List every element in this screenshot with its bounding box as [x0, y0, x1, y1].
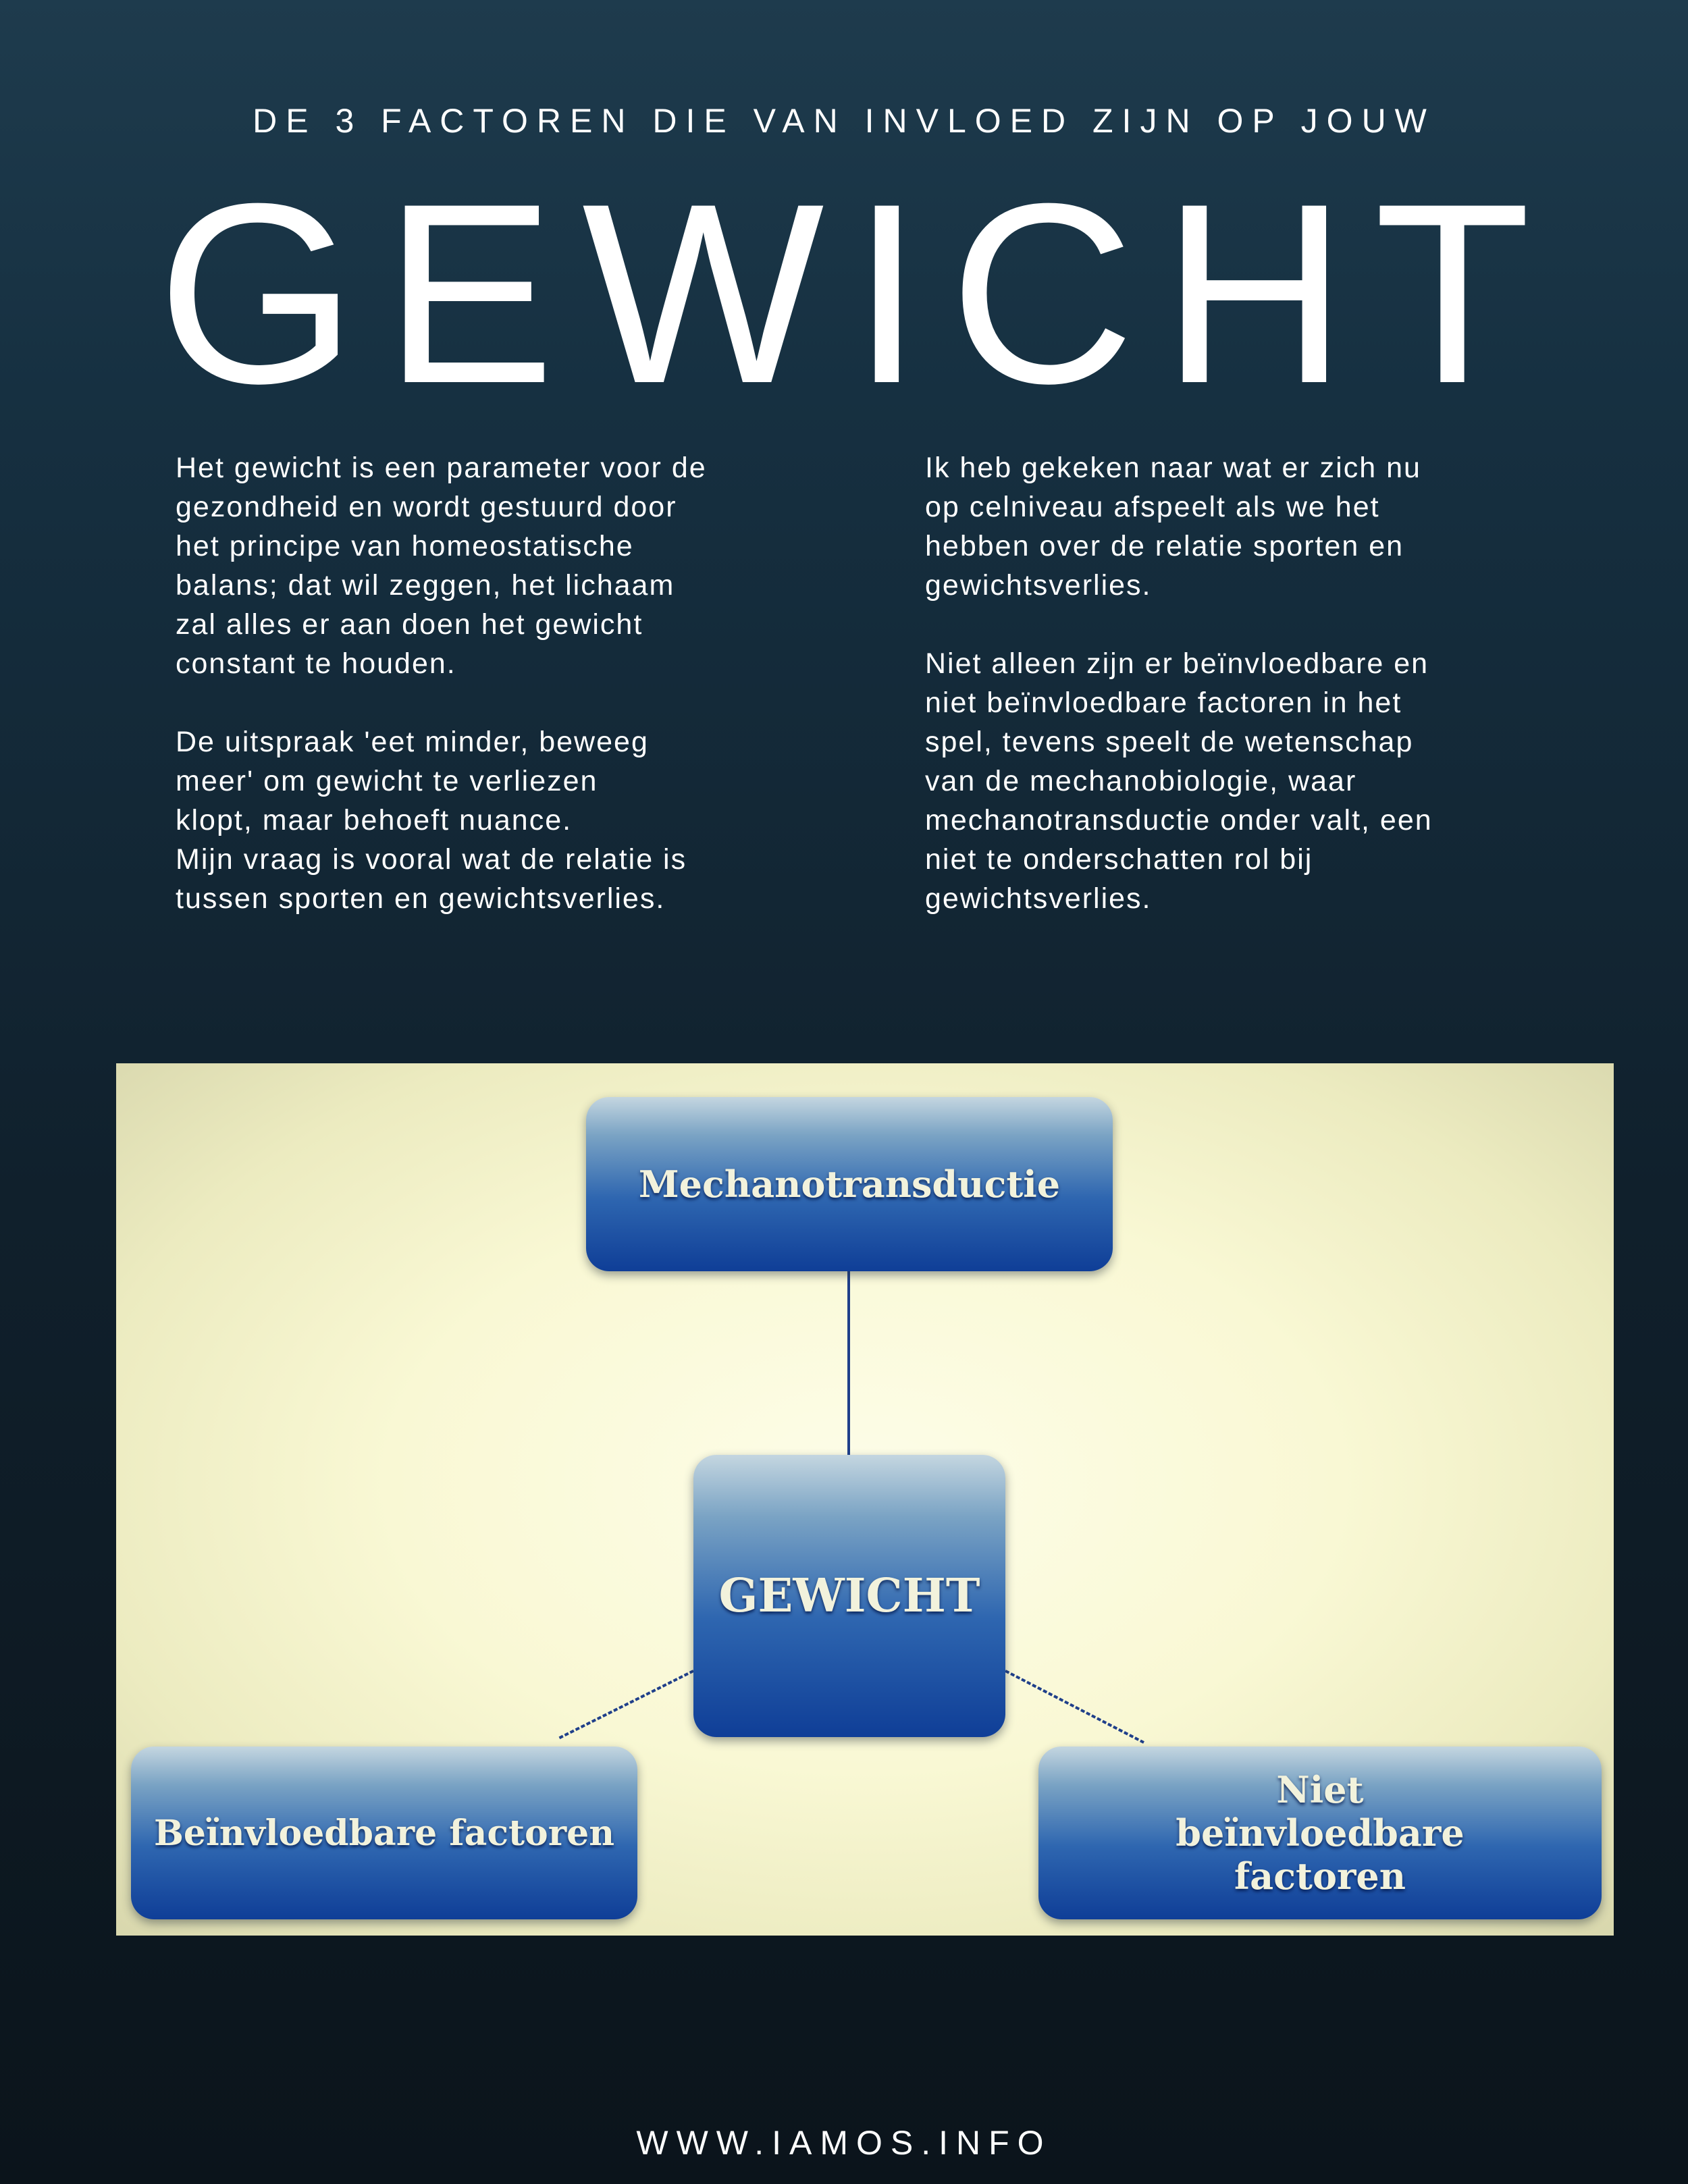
mechanotransductie-label: Mechanotransductie [638, 1163, 1061, 1206]
connector-right [1005, 1671, 1144, 1742]
intro-paragraph: Niet alleen zijn er beïnvloedbare en niet beïnvloedbare factoren in het spel, tevens speelt de wetenschap van de mechanobiologie, waar mechanotransductie onder valt, een niet te onderschatten rol bij gewichtsverlies. [925, 647, 1433, 915]
niet-beinvloedbare-factoren-label: Niet beïnvloedbare factoren [1176, 1768, 1465, 1898]
beinvloedbare-factoren-label: Beïnvloedbare factoren [153, 1812, 615, 1854]
intro-column-left [176, 448, 810, 957]
gewicht-box [693, 1455, 1005, 1737]
intro-paragraph: Ik heb gekeken naar wat er zich nu op celniveau afspeelt als we het hebben over de relatie sporten en gewichtsverlies. [925, 452, 1421, 602]
mechanotransductie-box [586, 1097, 1113, 1271]
connector-left [558, 1671, 693, 1738]
page-title: GEWICHT [157, 150, 1558, 437]
niet-beinvloedbare-factoren-box [1038, 1747, 1602, 1919]
beinvloedbare-factoren-box [131, 1747, 637, 1919]
page-subtitle: DE 3 FACTOREN DIE VAN INVLOED ZIJN OP JOUW [253, 102, 1435, 140]
footer-url[interactable]: WWW.IAMOS.INFO [636, 2124, 1052, 2162]
intro-column-right [925, 448, 1560, 957]
intro-paragraph: Het gewicht is een parameter voor de gezondheid en wordt gestuurd door het principe van homeostatische balans; dat wil zeggen, het lichaam zal alles er aan doen het gewicht constant te houden. [176, 452, 707, 680]
gewicht-label: GEWICHT [718, 1569, 980, 1623]
intro-paragraph: De uitspraak 'eet minder, beweeg meer' om gewicht te verliezen klopt, maar behoeft nuance. Mijn vraag is vooral wat de relatie is tussen sporten en gewichtsverlies. [176, 726, 687, 915]
factors-diagram [116, 1063, 1614, 1936]
